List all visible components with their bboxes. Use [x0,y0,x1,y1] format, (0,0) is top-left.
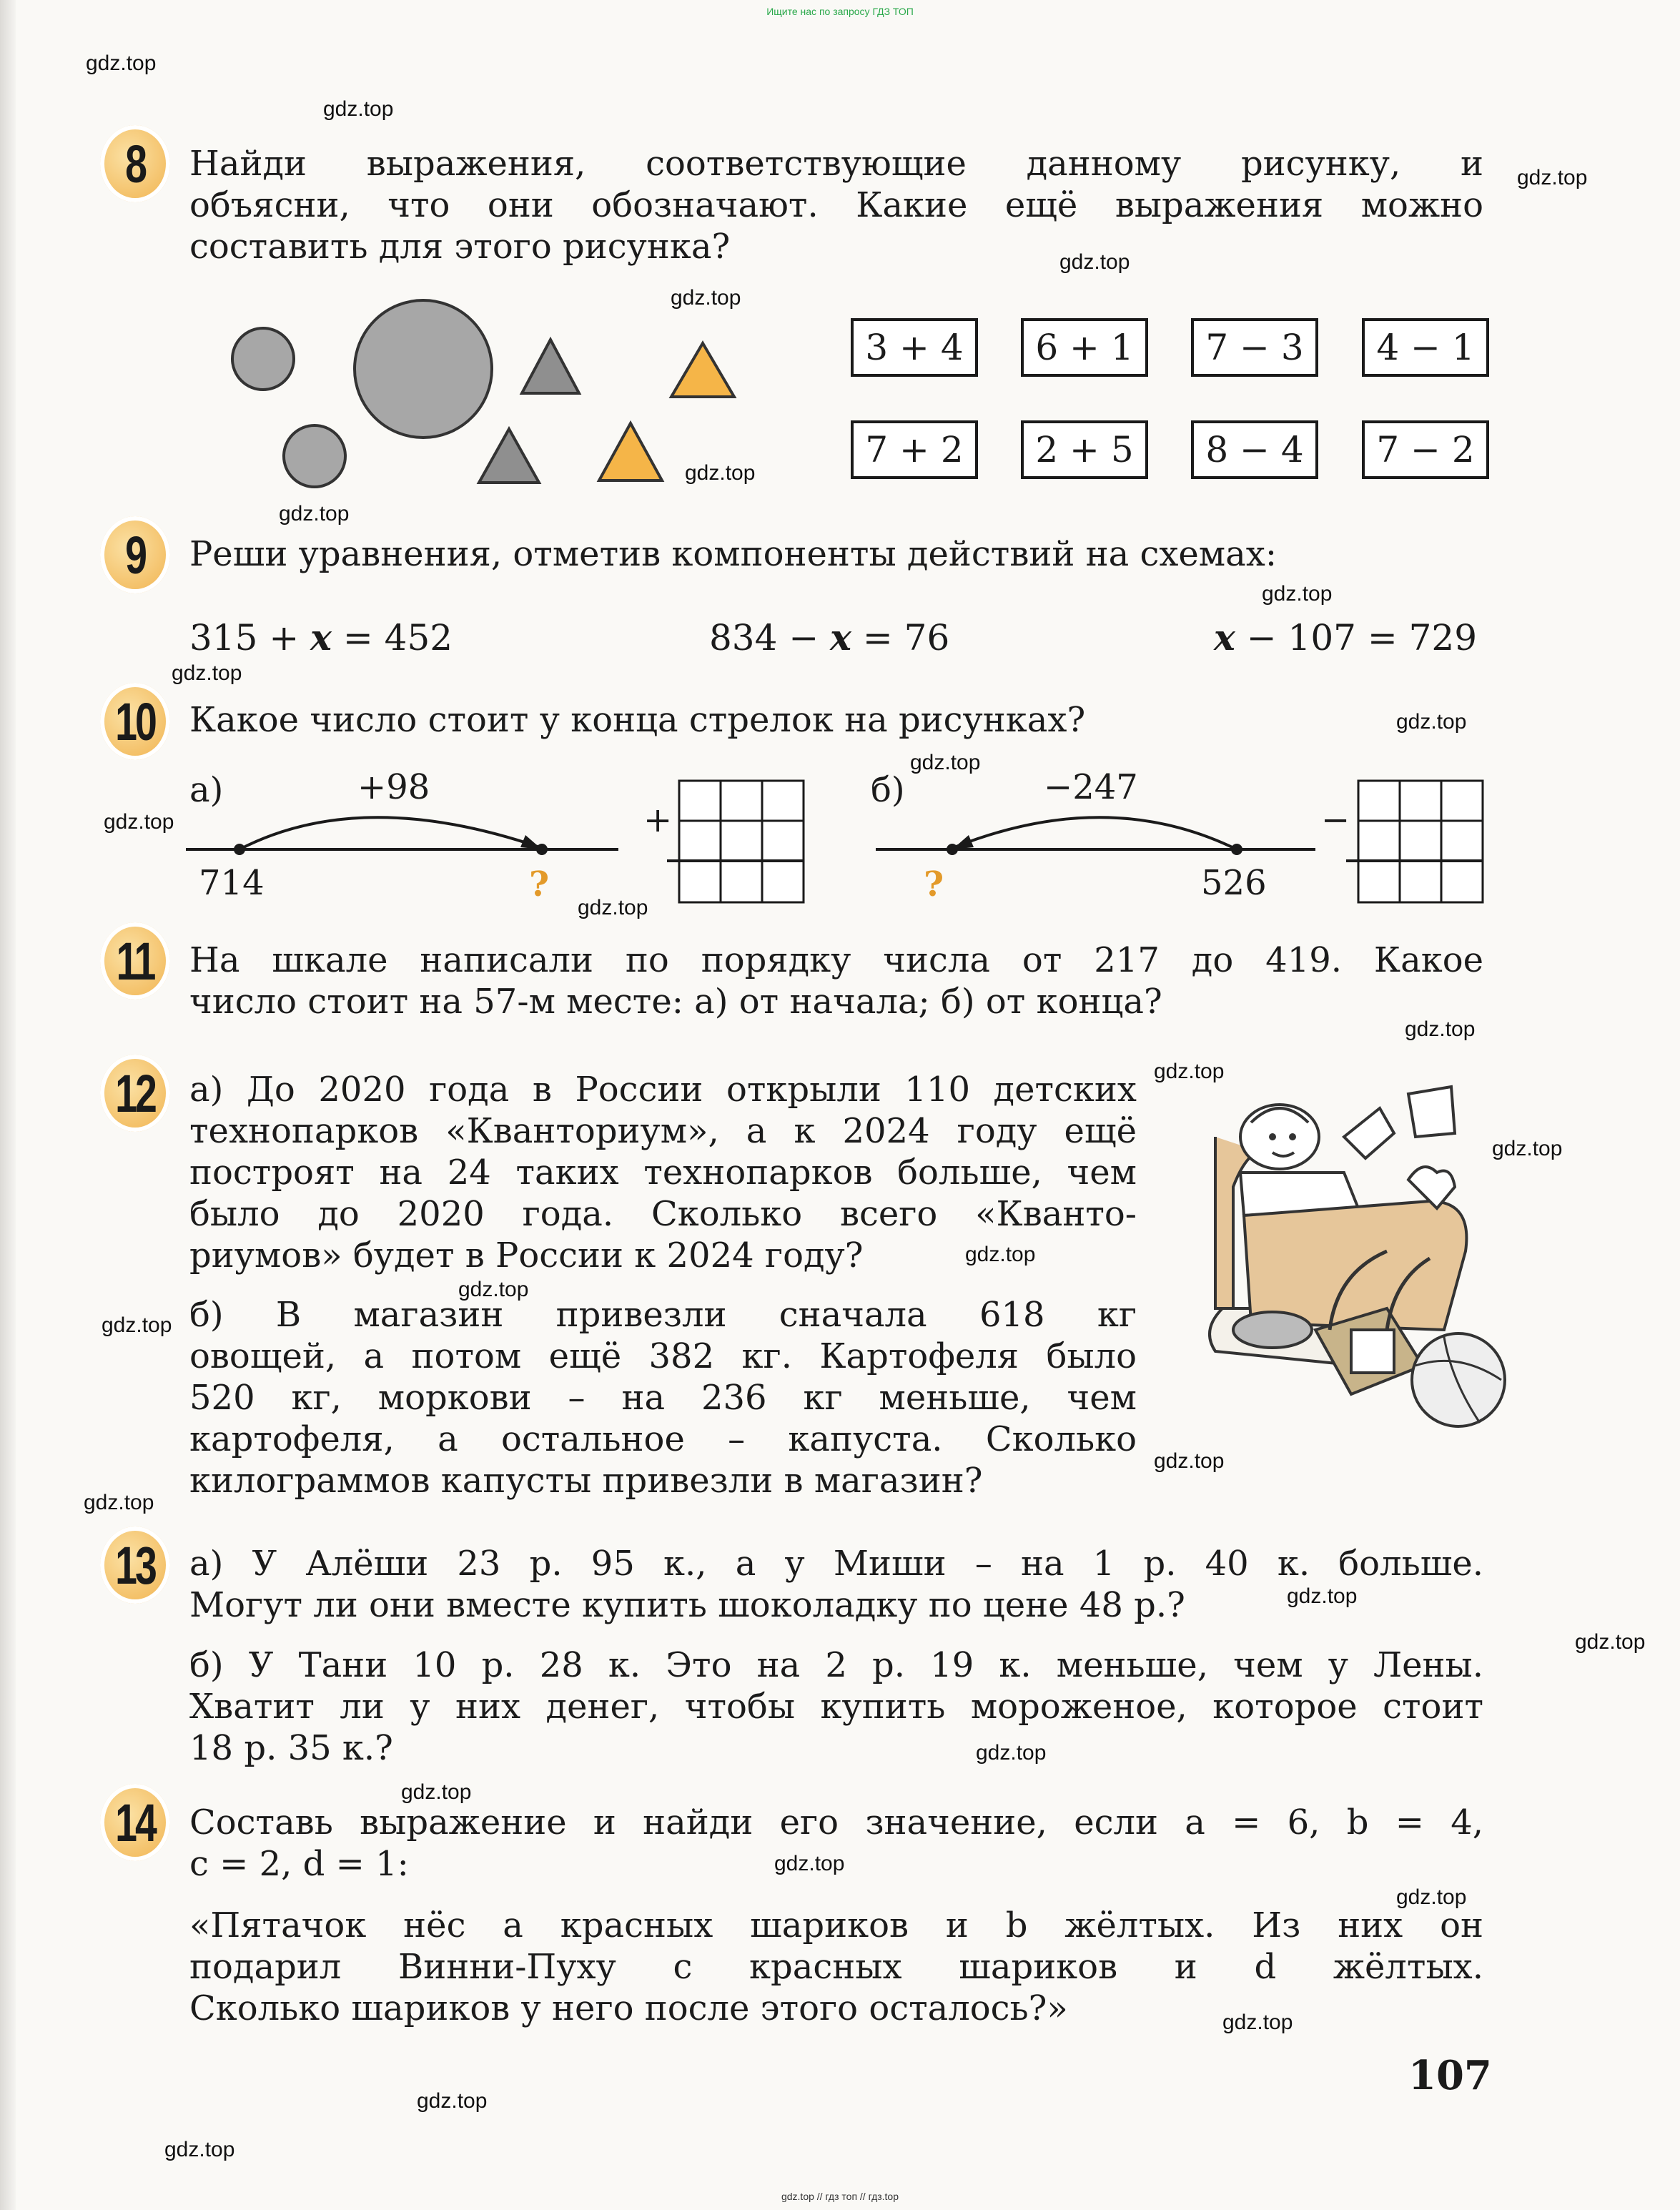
task-10-badge: 10 [100,683,170,760]
task-11-line: На шкале написали по порядку числа от 217 до 419. Какое [189,940,1483,980]
small-circle-icon [232,328,294,390]
task-12-line: картофеля, а остальное – капуста. Сколько [189,1419,1137,1459]
task-12-line: 520 кг, моркови – на 236 кг меньше, чем [189,1378,1137,1418]
watermark: gdz.top [1517,166,1588,189]
expression-box: 7 − 2 [1362,420,1489,479]
task-13-badge: 13 [100,1526,170,1604]
watermark: gdz.top [1154,1060,1225,1083]
task-14-line: Составь выражение и найди его значение, если a = 6, b = 4, [189,1802,1483,1843]
task-9-badge: 9 [100,516,170,593]
watermark: gdz.top [172,661,242,685]
task-12-line: а) До 2020 года в России открыли 110 детских [189,1070,1137,1110]
expression-box: 2 + 5 [1021,420,1148,479]
part-a-label: а) [189,770,224,810]
task-12-line: было до 2020 года. Сколько всего «Кванто- [189,1194,1137,1234]
task-8-shapes [214,300,786,486]
step-label: −247 [1044,767,1138,807]
footer-note: gdz.top // гдз топ // гдз.top [781,2191,899,2202]
watermark: gdz.top [458,1278,529,1301]
unknown-mark: ? [529,864,550,904]
task-14-line: подарил Винни-Пуху c красных шариков и d жёлтых. [189,1947,1483,1987]
task-8-line: Найди выражения, соответствующие данному рисунку, и [189,144,1483,184]
task-12-badge: 12 [100,1055,170,1132]
watermark: gdz.top [685,461,756,485]
task-9-text: Реши уравнения, отметив компоненты действий на схемах: [189,534,1277,574]
expression-box: 7 − 3 [1191,318,1318,377]
watermark: gdz.top [1287,1584,1358,1608]
expression-box: 6 + 1 [1021,318,1148,377]
watermark: gdz.top [84,1491,154,1514]
start-value: 526 [1201,863,1267,903]
expression-box: 8 − 4 [1191,420,1318,479]
page-number: 107 [1408,2052,1492,2099]
watermark: gdz.top [1154,1449,1225,1473]
task-14-line: Сколько шариков у него после этого осталось?» [189,1988,1068,2028]
task-11-badge: 11 [100,922,170,1000]
column-op: − [1321,800,1350,840]
task-12-line: овощей, а потом ещё 382 кг. Картофеля было [189,1336,1137,1376]
task-14-line: c = 2, d = 1: [189,1844,409,1884]
task-12-line: б) В магазин привезли сначала 618 кг [189,1295,1137,1335]
watermark: gdz.top [1262,582,1333,606]
watermark: gdz.top [671,286,741,310]
expression-box: 3 + 4 [851,318,978,377]
part-b-label: б) [871,770,905,810]
task-14-badge: 14 [100,1784,170,1861]
equation-3: x − 107 = 729 [1214,616,1478,658]
task-10-text: Какое число стоит у конца стрелок на рисунках? [189,700,1086,740]
watermark: gdz.top [976,1741,1047,1765]
header-note: Ищите нас по запросу ГДЗ ТОП [766,6,914,17]
watermark: gdz.top [417,2089,488,2113]
watermark: gdz.top [1396,1885,1467,1909]
task-8-badge: 8 [100,125,170,202]
watermark: gdz.top [774,1852,845,1875]
task-8-line: объясни, что они обозначают. Какие ещё выражения можно [189,185,1483,225]
watermark: gdz.top [279,502,350,526]
column-grid-a [678,779,806,904]
task-12-line: технопарков «Кванториум», а к 2024 году ещё [189,1111,1137,1151]
watermark: gdz.top [1575,1630,1646,1654]
page-gutter [0,0,16,2210]
task-13-line: 18 р. 35 к.? [189,1728,393,1768]
gray-triangle-icon [479,429,539,483]
task-11-line: число стоит на 57-м месте: а) от начала; б) от конца? [189,982,1162,1022]
task-12-line: риумов» будет в России к 2024 году? [189,1235,864,1276]
orange-triangle-icon [671,343,734,397]
task-13-line: Могут ли они вместе купить шоколадку по цене 48 р.? [189,1585,1185,1625]
watermark: gdz.top [965,1243,1036,1266]
watermark: gdz.top [86,51,157,75]
orange-triangle-icon [599,423,662,480]
boy-in-bed-illustration [1172,1094,1508,1437]
watermark: gdz.top [102,1313,172,1337]
watermark: gdz.top [1059,250,1130,274]
watermark: gdz.top [1222,2011,1293,2034]
task-13-line: Хватит ли у них денег, чтобы купить мороженое, которое стоит [189,1687,1483,1727]
task-14-line: «Пятачок нёс a красных шариков и b жёлтых. Из них он [189,1905,1483,1945]
task-12-line: построят на 24 таких технопарков больше, чем [189,1153,1137,1193]
step-label: +98 [357,767,430,807]
watermark: gdz.top [323,97,394,121]
watermark: gdz.top [1396,710,1467,734]
large-circle-icon [355,300,492,438]
watermark: gdz.top [1405,1017,1476,1041]
task-13-line: а) У Алёши 23 р. 95 к., а у Миши – на 1 р. 40 к. больше. [189,1544,1483,1584]
column-op: + [643,800,673,840]
column-grid-b [1357,779,1486,904]
task-12-line: килограммов капусты привезли в магазин? [189,1461,983,1501]
watermark: gdz.top [104,810,174,834]
gray-triangle-icon [522,340,579,393]
expression-box: 7 + 2 [851,420,978,479]
equation-1: 315 + x = 452 [189,616,453,658]
task-13-line: б) У Тани 10 р. 28 к. Это на 2 р. 19 к. меньше, чем у Лены. [189,1645,1483,1685]
equation-2: 834 − x = 76 [709,616,950,658]
watermark: gdz.top [164,2138,235,2161]
watermark: gdz.top [1492,1137,1563,1160]
expression-box: 4 − 1 [1362,318,1489,377]
start-value: 714 [199,863,265,903]
watermark: gdz.top [401,1780,472,1804]
watermark: gdz.top [910,751,981,774]
task-8-line: составить для этого рисунка? [189,227,731,267]
small-circle-icon [284,425,345,487]
unknown-mark: ? [924,864,944,904]
watermark: gdz.top [578,896,648,919]
